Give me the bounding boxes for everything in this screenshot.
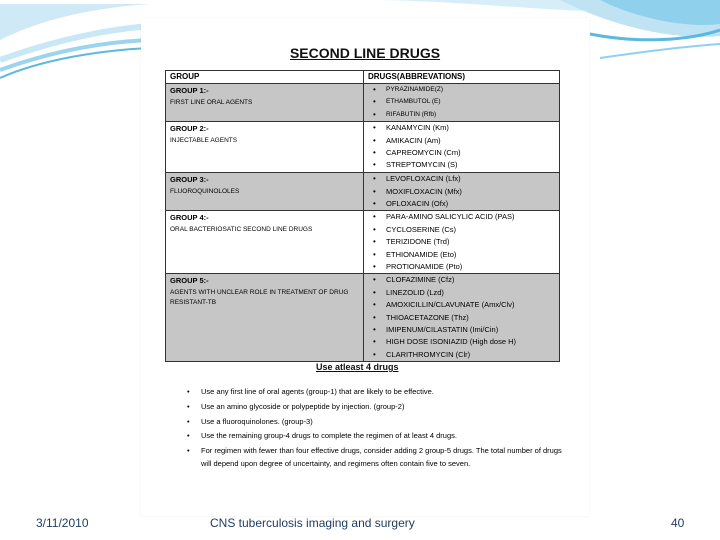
group-desc: INJECTABLE AGENTS (170, 137, 238, 145)
group-desc: AGENTS WITH UNCLEAR ROLE IN TREATMENT OF DRUG RESISTANT-TB (170, 289, 349, 307)
group-name: GROUP 4:- (170, 213, 209, 223)
group-cell (166, 173, 364, 211)
table-row (166, 173, 560, 211)
footer-date: 3/11/2010 (36, 516, 89, 530)
drug-item: • AMOXICILLIN/CLAVUNATE (Amx/Clv) (386, 299, 555, 311)
table-row (166, 211, 560, 274)
group-name: GROUP 3:- (170, 175, 209, 185)
group-cell (166, 211, 364, 274)
drug-item: • RIFABUTIN (Rfb) (386, 109, 555, 121)
col-header-drugs: DRUGS(ABBREVATIONS) (364, 71, 560, 84)
guideline-list (185, 386, 565, 472)
table-header-row (166, 71, 560, 84)
drug-item: • KANAMYCIN (Km) (386, 122, 555, 134)
drug-item: • MOXIFLOXACIN (Mfx) (386, 186, 555, 198)
drug-item: • OFLOXACIN (Ofx) (386, 198, 555, 210)
drug-item: • ETHAMBUTOL (E) (386, 96, 555, 108)
col-header-group: GROUP (166, 71, 364, 84)
list-item: • Use an amino glycoside or polypeptide by injection. (group-2) (185, 401, 565, 413)
list-item: • For regimen with fewer than four effective drugs, consider adding 2 group-5 drugs. The total number of drugs will depend upon degree of uncertainty, and regimens often contain five to seven. (185, 445, 565, 470)
drug-item: • CLARITHROMYCIN (Clr) (386, 349, 555, 361)
group-cell (166, 274, 364, 362)
group-desc: FIRST LINE ORAL AGENTS (170, 99, 253, 106)
drugs-table (165, 70, 560, 362)
footer-title: CNS tuberculosis imaging and surgery (210, 516, 415, 530)
drug-item: • CAPREOMYCIN (Cm) (386, 147, 555, 159)
drugs-cell (364, 211, 560, 274)
table-row (166, 122, 560, 173)
table-row (166, 84, 560, 122)
drug-item: • LINEZOLID (Lzd) (386, 287, 555, 299)
drugs-cell (364, 122, 560, 173)
drug-item: • PYRAZINAMIDE(Z) (386, 84, 555, 96)
drug-item: • PARA-AMINO SALICYLIC ACID (PAS) (386, 211, 555, 223)
list-item: • Use the remaining group-4 drugs to complete the regimen of at least 4 drugs. (185, 430, 565, 442)
group-cell (166, 84, 364, 122)
drug-item: • TERIZIDONE (Trd) (386, 236, 555, 248)
page-title: SECOND LINE DRUGS (289, 45, 441, 61)
table-row (166, 274, 560, 362)
list-item: • Use any first line of oral agents (group-1) that are likely to be effective. (185, 386, 565, 398)
drugs-cell (364, 84, 560, 122)
drug-item: • AMIKACIN (Am) (386, 135, 555, 147)
drug-item: • LEVOFLOXACIN (Lfx) (386, 173, 555, 185)
slide-card (141, 18, 589, 516)
group-cell (166, 122, 364, 173)
drug-item: • ETHIONAMIDE (Eto) (386, 249, 555, 261)
group-name: GROUP 1:- (170, 86, 209, 95)
drug-item: • THIOACETAZONE (Thz) (386, 312, 555, 324)
group-name: GROUP 5:- (170, 276, 209, 286)
drug-item: • PROTIONAMIDE (Pto) (386, 261, 555, 273)
drugs-cell (364, 173, 560, 211)
use-heading: Use atleast 4 drugs (316, 362, 399, 372)
drug-item: • CYCLOSERINE (Cs) (386, 224, 555, 236)
group-desc: FLUOROQUINOLOLES (170, 188, 240, 196)
drug-item: • HIGH DOSE ISONIAZID (High dose H) (386, 336, 555, 348)
drug-item: • STREPTOMYCIN (S) (386, 159, 555, 171)
group-desc: ORAL BACTERIOSATIC SECOND LINE DRUGS (170, 226, 313, 234)
drug-item: • CLOFAZIMINE (Cfz) (386, 274, 555, 286)
list-item: • Use a fluoroquinolones. (group-3) (185, 416, 565, 428)
group-name: GROUP 2:- (170, 124, 209, 134)
drugs-cell (364, 274, 560, 362)
drug-item: • IMIPENUM/CILASTATIN (Imi/Cin) (386, 324, 555, 336)
page-number: 40 (671, 516, 685, 530)
